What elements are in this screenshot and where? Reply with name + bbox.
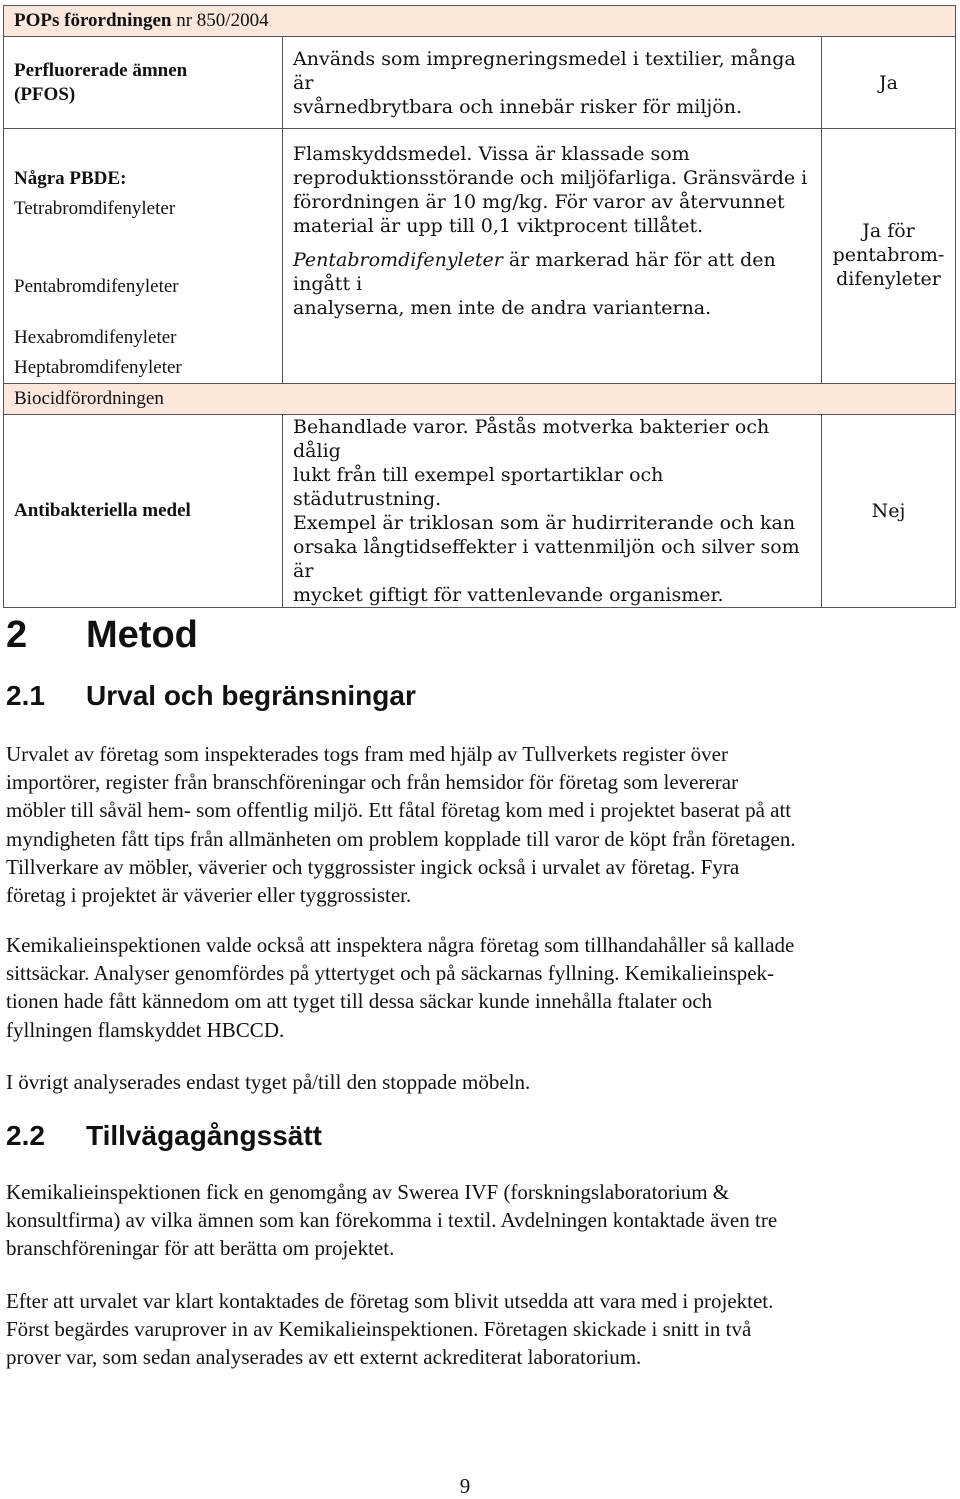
text-line: konsultfirma) av vilka ämnen som kan förekomma i textil. Avdelningen kontaktade även tre — [6, 1208, 778, 1233]
text-line: Kemikalieinspektionen fick en genomgång av Swerea IVF (forskningslaboratorium & — [6, 1180, 730, 1204]
antibak-description-line: mycket giftigt för vattenlevande organismer. — [293, 584, 724, 606]
pbde-hepta: Heptabromdifenyleter — [14, 357, 182, 378]
antibak-description-line: lukt från till exempel sportartiklar och städutrustning. — [293, 464, 664, 510]
section-2-1-paragraph-2 — [6, 931, 946, 1044]
text-line: sittsäckar. Analyser genomfördes på yttertyget och på säckarnas fyllning. Kemikalieinspek- — [6, 961, 775, 986]
antibak-status: Nej — [822, 415, 956, 608]
text-line: företag i projektet är väverier eller tyggrossister. — [6, 883, 412, 908]
pbde-status — [822, 129, 956, 384]
text-line: myndigheten fått tips från allmänheten om problem kopplade till varor de köpt från företagen. — [6, 826, 796, 851]
antibak-description-line: orsaka långtidseffekter i vattenmiljön och silver som är — [293, 536, 800, 582]
pbde-status-line: Ja för — [862, 220, 915, 242]
page-number: 9 — [459, 1474, 471, 1498]
pfos-substance-line: Perfluorerade ämnen — [14, 59, 188, 81]
section-2-2-paragraph-1 — [6, 1178, 946, 1263]
pbde-row — [4, 129, 956, 384]
pops-header-row — [4, 6, 956, 37]
text-line: Tillverkare av möbler, väverier och tyggrossister ingick också i urvalet av företag. Fyra — [6, 854, 740, 879]
text-line: Urvalet av företag som inspekterades togs fram med hjälp av Tullverkets register över — [6, 742, 728, 766]
pfos-description-line: svårnedbrytbara och innebär risker för miljön. — [293, 95, 743, 118]
section-2-1-number: 2.1 — [6, 680, 45, 711]
section-2-2-title: Tillvägagångssätt — [86, 1120, 323, 1151]
antibak-description-line: Exempel är triklosan som är hudirriterande och kan — [293, 512, 796, 534]
section-2-1-heading — [6, 680, 416, 712]
text-line: importörer, register från branschföreningar och från hemsidor för företag som levererar — [6, 770, 739, 795]
pfos-status: Ja — [822, 37, 956, 129]
pbde-note-text: är markerad här för att den ingått i — [293, 249, 776, 295]
pbde-penta: Pentabromdifenyleter — [14, 276, 179, 297]
text-line: fyllningen flamskyddet HBCCD. — [6, 1017, 285, 1042]
text-line: möbler till såväl hem- som offentlig miljö. Ett fåtal företag kom med i projektet baserat på att — [6, 798, 792, 823]
pfos-substance-line: (PFOS) — [14, 83, 76, 105]
regulation-table — [3, 5, 956, 608]
section-2-1-title: Urval och begränsningar — [86, 680, 416, 711]
biocid-header-row — [4, 384, 956, 415]
pbde-description-line: förordningen är 10 mg/kg. För varor av återvunnet — [293, 191, 785, 213]
pbde-status-line: difenyleter — [836, 268, 941, 290]
pops-header — [4, 6, 956, 37]
pbde-note-italic: Pentabromdifenyleter — [293, 249, 503, 271]
section-2-number: 2 — [6, 614, 28, 656]
section-2-1-paragraph-1 — [6, 740, 946, 909]
text-line: Kemikalieinspektionen valde också att inspektera några företag som tillhandahåller så kallade — [6, 933, 795, 957]
pbde-heading: Några PBDE: — [14, 168, 127, 189]
text-line: Efter att urvalet var klart kontaktades de företag som blivit utsedda att vara med i projektet. — [6, 1289, 774, 1313]
pbde-tetra: Tetrabromdifenyleter — [14, 198, 176, 219]
text-line: tionen hade fått kännedom om att tyget till dessa säckar kunde innehålla ftalater och — [6, 989, 713, 1014]
text-line: Först begärdes varuprover in av Kemikalieinspektionen. Företagen skickade i snitt in två — [6, 1317, 752, 1342]
antibak-row — [4, 415, 956, 608]
antibak-description-line: Behandlade varor. Påstås motverka bakterier och dålig — [293, 416, 770, 462]
pfos-substance — [4, 37, 283, 129]
pbde-status-line: pentabrom- — [832, 244, 945, 266]
section-2-2-number: 2.2 — [6, 1120, 45, 1151]
section-2-2-heading — [6, 1120, 322, 1152]
pops-header-name: POPs förordningen — [14, 10, 172, 31]
pfos-description — [283, 37, 822, 129]
section-2-1-paragraph-3 — [6, 1068, 946, 1096]
antibak-substance: Antibakteriella medel — [4, 415, 283, 608]
text-line: prover var, som sedan analyserades av ett externt ackrediterat laboratorium. — [6, 1345, 642, 1370]
pbde-hexa: Hexabromdifenyleter — [14, 327, 177, 348]
section-2-2-paragraph-2 — [6, 1287, 946, 1372]
pbde-substance — [4, 129, 283, 384]
antibak-description — [283, 415, 822, 608]
pbde-description-line: reproduktionsstörande och miljöfarliga. Gränsvärde i — [293, 167, 808, 189]
section-2-title: Metod — [86, 614, 198, 656]
biocid-header: Biocidförordningen — [4, 384, 956, 415]
pbde-note — [293, 248, 811, 296]
text-line: branschföreningar för att berätta om projektet. — [6, 1236, 395, 1261]
text-line: I övrigt analyserades endast tyget på/till den stoppade möbeln. — [6, 1070, 531, 1094]
pbde-description — [283, 129, 822, 384]
pfos-row — [4, 37, 956, 129]
pops-header-reg: nr 850/2004 — [176, 10, 269, 31]
section-2-heading — [6, 614, 198, 657]
pfos-description-line: Används som impregneringsmedel i textilier, många är — [293, 47, 796, 94]
pbde-description-line: material är upp till 0,1 viktprocent tillåtet. — [293, 215, 704, 237]
pbde-description-line: Flamskyddsmedel. Vissa är klassade som — [293, 143, 690, 165]
pbde-note-text: analyserna, men inte de andra varianterna. — [293, 297, 712, 319]
